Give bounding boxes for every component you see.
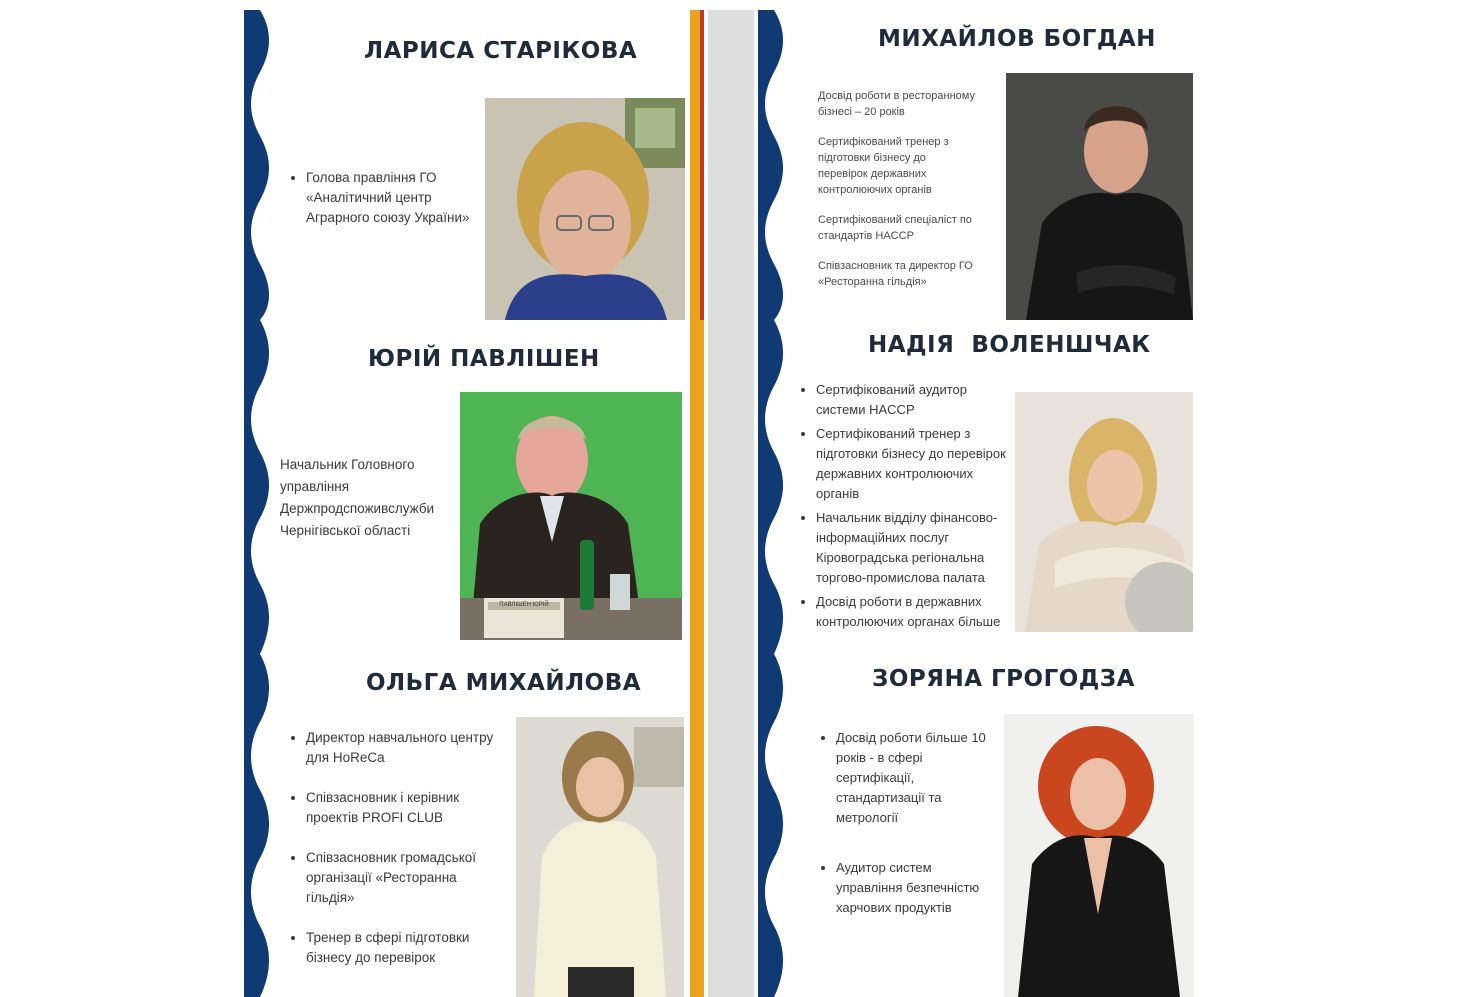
person-photo: [485, 98, 685, 320]
orange-stripe: [690, 10, 700, 997]
person-name: ЛАРИСА СТАРІКОВА: [364, 38, 638, 64]
bio-item: • Досвід роботи в державних контролюючих органах більше: [816, 592, 1016, 632]
person-photo: [1004, 714, 1194, 997]
bio-item: • Голова правління ГО «Аналітичний центр Аграрного союзу України»: [306, 168, 474, 228]
person-name: ЮРІЙ ПАВЛІШЕН: [368, 346, 600, 372]
person-photo: [460, 392, 682, 640]
profile-card-grogodza: [758, 654, 1196, 997]
nameplate-label: ПАВЛІШЕН ЮРІЙ: [499, 602, 549, 608]
bio-item: Сертифікований тренер з підготовки бізнесу до перевірок державних контролюючих органів: [818, 136, 949, 196]
person-bio: [280, 454, 458, 542]
person-photo: [1006, 73, 1193, 320]
orange-stripe-lower: [700, 320, 704, 997]
person-bio: [794, 380, 1016, 632]
person-bio: [284, 168, 474, 228]
bio-item: • Директор навчального центру для HoReCa: [306, 728, 504, 768]
profile-card-pavlishen: [244, 320, 688, 654]
bio-item: • Співзасновник громадської організації «Ресторанна гільдія»: [306, 848, 504, 908]
person-photo: [516, 717, 684, 997]
person-bio: [818, 88, 978, 304]
red-stripe: [700, 10, 704, 320]
bio-item: • Начальник відділу фінансово-інформаційних послуг Кіровоградська регіональна торгово-промислова палата: [816, 508, 1016, 588]
bio-item: Співзасновник та директор ГО «Ресторанна гільдія»: [818, 260, 973, 288]
person-bio: [284, 728, 504, 968]
bio-item: • Сертифікований аудитор системи HACCP: [816, 380, 1016, 420]
wave-border: [244, 654, 274, 997]
bio-item: • Сертифікований тренер з підготовки бізнесу до перевірок державних контролюючих органів: [816, 424, 1016, 504]
bio-item: • Аудитор систем управління безпечністю харчових продуктів: [836, 858, 994, 918]
person-name: НАДІЯ ВОЛЕНШЧАК: [868, 332, 1151, 358]
bio-item: • Співзасновник і керівник проектів PROFI CLUB: [306, 788, 504, 828]
person-bio: [814, 728, 994, 918]
profile-card-volenshchak: [758, 320, 1196, 654]
wave-border: [244, 320, 274, 654]
person-photo: [1015, 392, 1193, 632]
person-name: ЗОРЯНА ГРОГОДЗА: [872, 666, 1135, 692]
profile-card-starikova: [244, 10, 688, 320]
bio-item: Досвід роботи в ресторанному бізнесі – 20 років: [818, 90, 975, 118]
bio-item: • Досвід роботи більше 10 років - в сфері сертифікації, стандартизації та метрології: [836, 728, 994, 828]
profile-card-mykhailova: [244, 654, 688, 997]
bio-item: • Тренер в сфері підготовки бізнесу до перевірок: [306, 928, 504, 968]
wave-border: [758, 10, 788, 320]
wave-border: [244, 10, 274, 320]
wave-border: [758, 654, 788, 997]
grey-divider: [708, 10, 754, 997]
person-name: МИХАЙЛОВ БОГДАН: [878, 26, 1156, 52]
bio-item: Сертифікований спеціаліст по стандартів HACCP: [818, 214, 972, 242]
person-name: ОЛЬГА МИХАЙЛОВА: [366, 670, 642, 696]
bio-item: Начальник Головного управління Держпродспоживслужби Чернігівської області: [280, 457, 435, 538]
profile-card-mykhailov: [758, 10, 1196, 320]
wave-border: [758, 320, 788, 654]
